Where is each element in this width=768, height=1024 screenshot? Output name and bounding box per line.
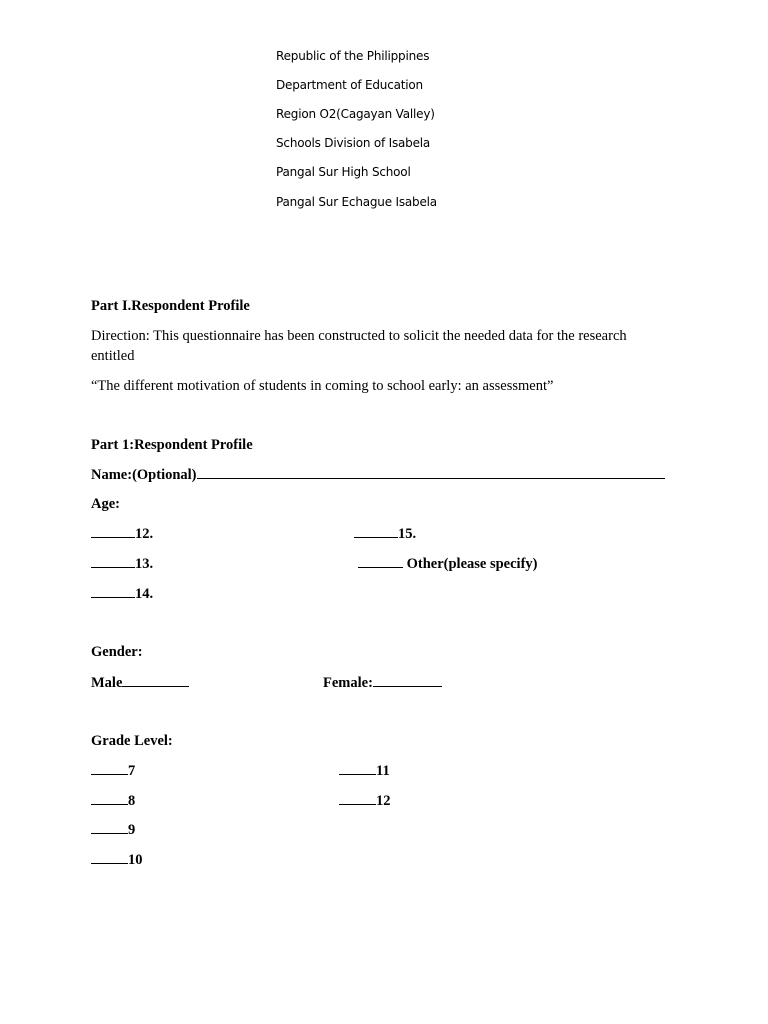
age-option-13[interactable]: [91, 554, 153, 573]
grade-9-blank[interactable]: [91, 820, 128, 834]
age-12-label: 12.: [135, 526, 154, 542]
grade-9-label: 9: [128, 822, 136, 838]
age-other-blank[interactable]: [358, 554, 403, 568]
research-title: “The different motivation of students in coming to school early: an assessment”: [91, 378, 554, 394]
age-label: Age:: [91, 496, 120, 512]
grade-option-9[interactable]: [91, 820, 135, 839]
grade-option-12[interactable]: [339, 791, 391, 810]
respondent-profile-title: Part 1:Respondent Profile: [91, 437, 253, 453]
grade-12-label: 12: [376, 793, 391, 809]
header-line-republic: Republic of the Philippines: [276, 49, 430, 63]
male-label: Male: [91, 675, 123, 691]
grade-option-7[interactable]: [91, 761, 135, 780]
header-line-school: Pangal Sur High School: [276, 165, 411, 179]
grade-8-blank[interactable]: [91, 791, 128, 805]
age-12-blank[interactable]: [91, 524, 135, 538]
grade-option-10[interactable]: [91, 850, 143, 869]
gender-label: Gender:: [91, 644, 143, 660]
age-option-15[interactable]: [354, 524, 416, 543]
name-field-row: [91, 465, 665, 484]
age-option-14[interactable]: [91, 584, 153, 603]
grade-8-label: 8: [128, 793, 136, 809]
grade-10-label: 10: [128, 852, 143, 868]
grade-option-8[interactable]: [91, 791, 135, 810]
male-blank[interactable]: [122, 673, 189, 687]
age-other-label: Other(please specify): [403, 556, 538, 572]
age-option-other[interactable]: [358, 554, 538, 573]
female-label: Female:: [323, 675, 373, 691]
part-one-title: Part I.Respondent Profile: [91, 298, 250, 314]
direction-text: Direction: This questionnaire has been constructed to solicit the needed data for the research: [91, 328, 627, 344]
grade-12-blank[interactable]: [339, 791, 376, 805]
header-line-department: Department of Education: [276, 78, 423, 92]
age-15-blank[interactable]: [354, 524, 398, 538]
gender-female-option[interactable]: [323, 673, 442, 692]
gender-male-option[interactable]: [91, 673, 189, 692]
age-13-blank[interactable]: [91, 554, 135, 568]
grade-11-blank[interactable]: [339, 761, 376, 775]
grade-option-11[interactable]: [339, 761, 390, 780]
age-15-label: 15.: [398, 526, 417, 542]
grade-11-label: 11: [376, 763, 390, 779]
grade-level-label: Grade Level:: [91, 733, 173, 749]
age-14-blank[interactable]: [91, 584, 135, 598]
grade-10-blank[interactable]: [91, 850, 128, 864]
age-14-label: 14.: [135, 586, 154, 602]
female-blank[interactable]: [373, 673, 442, 687]
grade-7-blank[interactable]: [91, 761, 128, 775]
grade-7-label: 7: [128, 763, 136, 779]
header-line-division: Schools Division of Isabela: [276, 136, 431, 150]
age-option-12[interactable]: [91, 524, 153, 543]
header-line-region: Region O2(Cagayan Valley): [276, 107, 435, 121]
age-13-label: 13.: [135, 556, 154, 572]
name-label: Name:(Optional): [91, 467, 197, 483]
name-blank[interactable]: [197, 465, 665, 479]
direction-text-continued: entitled: [91, 348, 135, 364]
header-line-address: Pangal Sur Echague Isabela: [276, 195, 437, 209]
